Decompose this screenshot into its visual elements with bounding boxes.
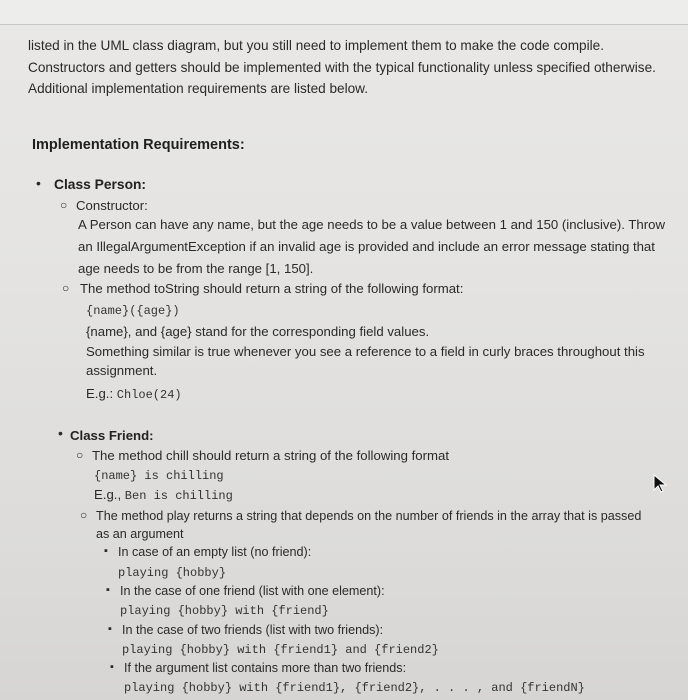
example-row xyxy=(86,385,182,404)
example-label: E.g.: xyxy=(86,386,114,401)
case-code: playing {hobby} with {friend1} and {friend2} xyxy=(122,643,439,657)
case-code: playing {hobby} with {friend1}, {friend2}, . . . , and {friendN} xyxy=(124,681,585,695)
chill-example-label: E.g., xyxy=(94,487,122,502)
text-line: {name}, and {age} stand for the corresponding field values. xyxy=(86,324,430,339)
case-label: If the argument list contains more than two friends: xyxy=(124,661,407,675)
top-bar xyxy=(0,0,688,25)
case-code: playing {hobby} xyxy=(118,566,227,580)
text-line: Something similar is true whenever you see a reference to a field in curly braces throughout this xyxy=(86,343,645,359)
intro-line: listed in the UML class diagram, but you still need to implement them to make the code compile. xyxy=(28,38,604,53)
example-code: Chloe(24) xyxy=(116,388,182,402)
play-label-line-1: The method play returns a string that depends on the number of friends in the array that is passed xyxy=(96,509,642,523)
bullet-disc-icon: • xyxy=(36,175,41,191)
text-line: A Person can have any name, but the age needs to be a value between 1 and 150 (inclusive). Throw xyxy=(78,217,665,232)
square-bullet-icon: ▪ xyxy=(108,623,112,635)
circle-bullet-icon: ○ xyxy=(80,508,88,522)
class-friend-title: Class Friend: xyxy=(70,428,154,443)
case-label: In the case of one friend (list with one element): xyxy=(120,584,385,598)
document-page xyxy=(0,25,688,700)
tostring-label: The method toString should return a string of the following format: xyxy=(80,281,464,296)
intro-paragraph xyxy=(28,35,683,100)
chill-example-row xyxy=(94,486,233,505)
case-label: In the case of two friends (list with two friends): xyxy=(122,623,384,637)
mouse-cursor-icon xyxy=(650,473,670,498)
play-label-line-2: as an argument xyxy=(96,527,184,541)
circle-bullet-icon: ○ xyxy=(60,198,68,212)
intro-line: Constructors and getters should be implemented with the typical functionality unless specified otherwise. xyxy=(28,59,656,75)
intro-line: Additional implementation requirements are listed below. xyxy=(28,81,369,96)
constructor-description xyxy=(78,214,665,280)
class-person-title: Class Person: xyxy=(54,177,147,192)
section-heading: Implementation Requirements: xyxy=(32,137,245,153)
case-label: In case of an empty list (no friend): xyxy=(118,545,312,559)
constructor-label: Constructor: xyxy=(76,198,148,213)
circle-bullet-icon: ○ xyxy=(76,448,84,462)
circle-bullet-icon: ○ xyxy=(62,281,70,295)
tostring-format-code: {name}({age}) xyxy=(86,304,180,318)
square-bullet-icon: ▪ xyxy=(104,545,108,557)
text-line: assignment. xyxy=(86,363,158,378)
text-line: an IllegalArgumentException if an invalid age is provided and include an error message stating that xyxy=(78,239,655,254)
case-code: playing {hobby} with {friend} xyxy=(120,604,329,618)
square-bullet-icon: ▪ xyxy=(110,661,114,673)
square-bullet-icon: ▪ xyxy=(106,584,110,596)
chill-format-code: {name} is chilling xyxy=(94,469,224,483)
chill-example-code: Ben is chilling xyxy=(124,489,233,503)
tostring-description xyxy=(86,322,645,381)
chill-label: The method chill should return a string of the following format xyxy=(92,448,449,463)
bullet-disc-icon: • xyxy=(58,425,63,441)
text-line: age needs to be from the range [1, 150]. xyxy=(78,261,314,276)
